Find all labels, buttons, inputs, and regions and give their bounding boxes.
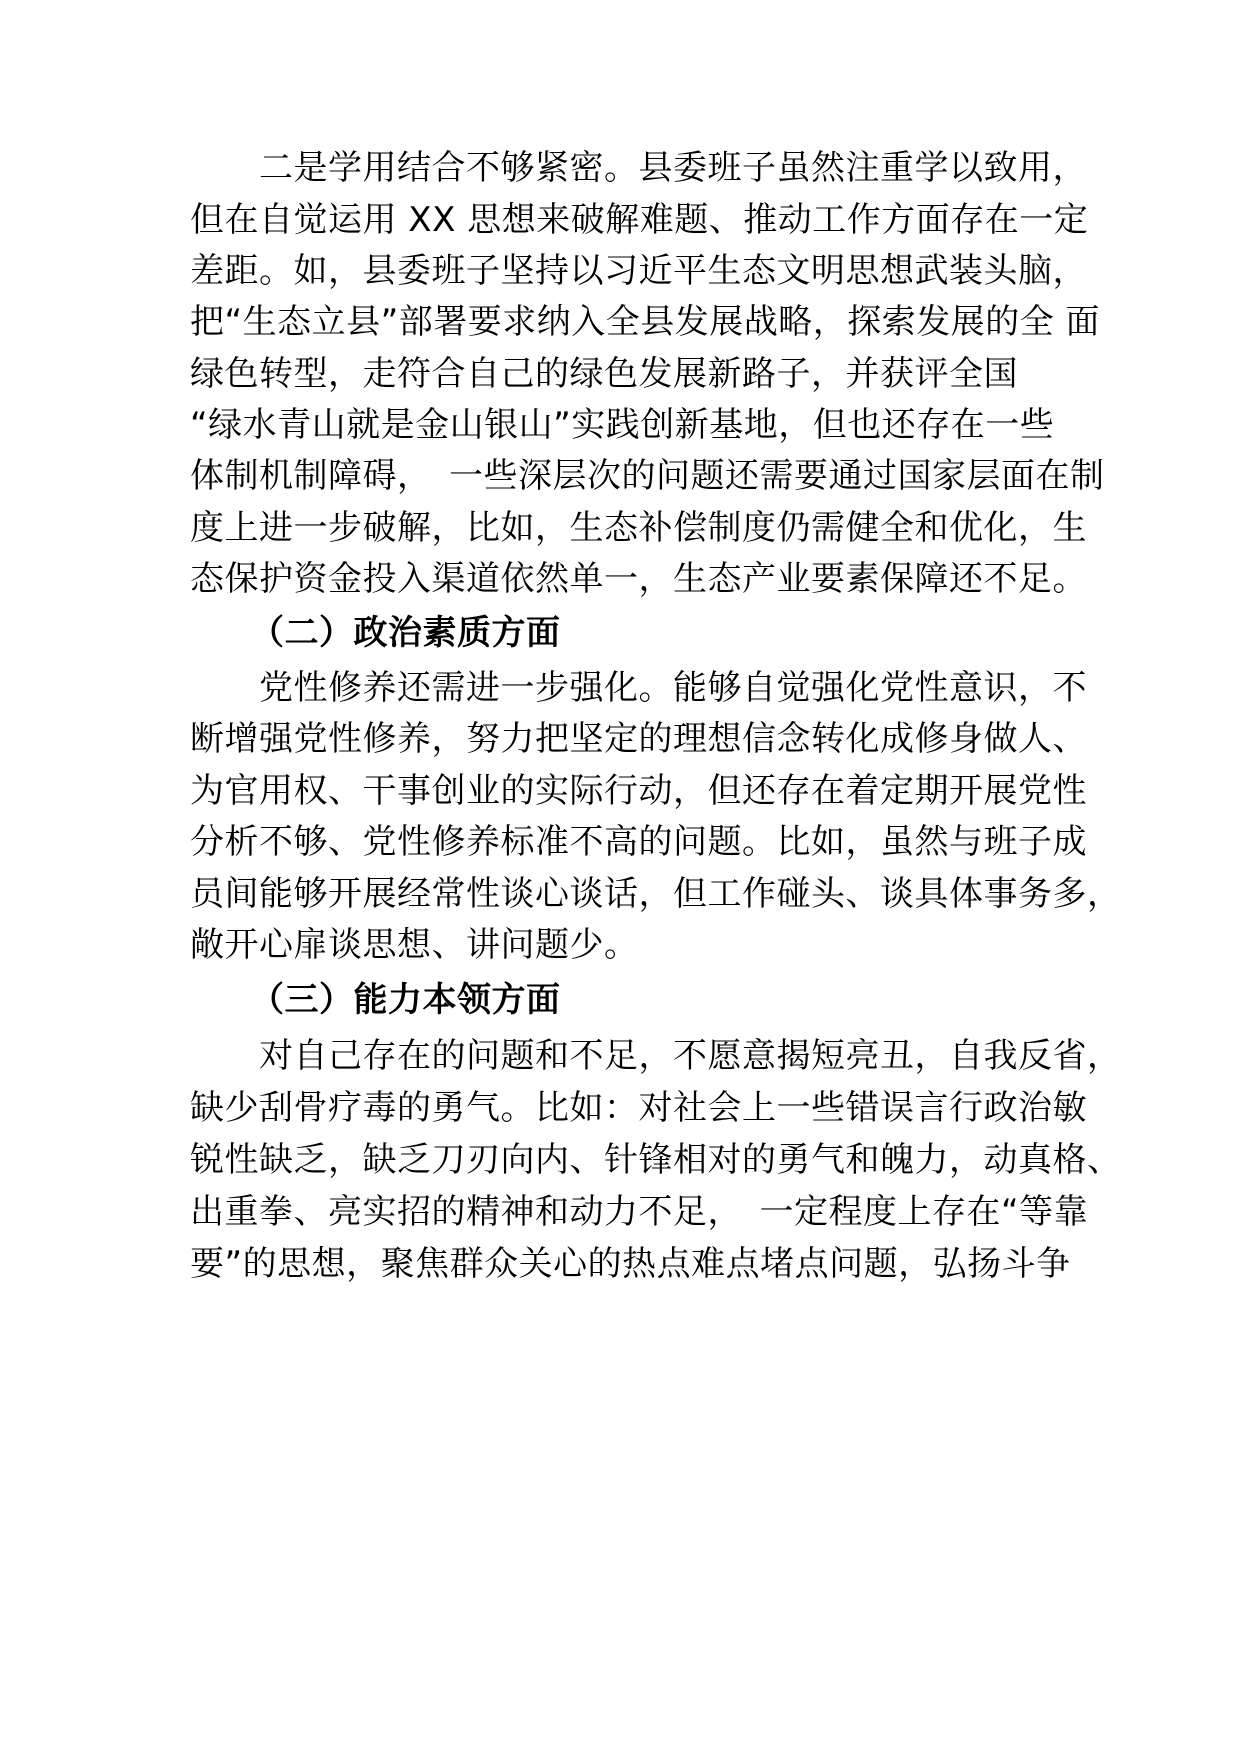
paragraph-line: 差距。如，县委班子坚持以习近平生态文明思想武装头脑， bbox=[190, 251, 1087, 291]
paragraph-line: 分析不够、党性修养标准不高的问题。比如，虽然与班子成 bbox=[190, 822, 1087, 862]
paragraph-line: 度上进一步破解，比如，生态补偿制度仍需健全和优化，生 bbox=[190, 508, 1087, 548]
paragraph-line: 但在自觉运用 XX 思想来破解难题、推动工作方面存在一定 bbox=[190, 200, 1089, 240]
section-heading-political-quality: （二）政治素质方面 bbox=[250, 613, 561, 653]
paragraph-line: 断增强党性修养，努力把坚定的理想信念转化成修身做人、 bbox=[190, 719, 1087, 759]
paragraph-line: 员间能够开展经常性谈心谈话，但工作碰头、谈具体事务多， bbox=[190, 874, 1122, 914]
paragraph-line: 体制机制障碍， 一些深层次的问题还需要通过国家层面在制 bbox=[190, 456, 1105, 496]
paragraph-line: 绿色转型，走符合自己的绿色发展新路子，并获评全国 bbox=[190, 354, 1018, 394]
paragraph-line: “绿水青山就是金山银山”实践创新基地，但也还存在一些 bbox=[190, 405, 1055, 445]
paragraph-line: 为官用权、干事创业的实际行动，但还存在着定期开展党性 bbox=[190, 771, 1087, 811]
section-heading-ability: （三）能力本领方面 bbox=[250, 980, 561, 1020]
paragraph-line: 出重拳、亮实招的精神和动力不足， 一定程度上存在“等靠 bbox=[190, 1192, 1089, 1232]
paragraph-line: 把“生态立县”部署要求纳入全县发展战略，探索发展的全 面 bbox=[190, 302, 1101, 342]
paragraph-line: 敞开心扉谈思想、讲问题少。 bbox=[190, 925, 639, 965]
paragraph-line: 对自己存在的问题和不足，不愿意揭短亮丑，自我反省， bbox=[190, 1036, 1122, 1076]
paragraph-line: 党性修养还需进一步强化。能够自觉强化党性意识，不 bbox=[190, 668, 1087, 708]
paragraph-line: 要”的思想，聚焦群众关心的热点难点堵点问题，弘扬斗争 bbox=[190, 1244, 1071, 1284]
paragraph-line: 缺少刮骨疗毒的勇气。比如：对社会上一些错误言行政治敏 bbox=[190, 1088, 1087, 1128]
paragraph-line: 二是学用结合不够紧密。县委班子虽然注重学以致用， bbox=[190, 148, 1087, 188]
paragraph-line: 锐性缺乏，缺乏刀刃向内、针锋相对的勇气和魄力，动真格、 bbox=[190, 1140, 1122, 1180]
paragraph-line: 态保护资金投入渠道依然单一，生态产业要素保障还不足。 bbox=[190, 559, 1087, 599]
